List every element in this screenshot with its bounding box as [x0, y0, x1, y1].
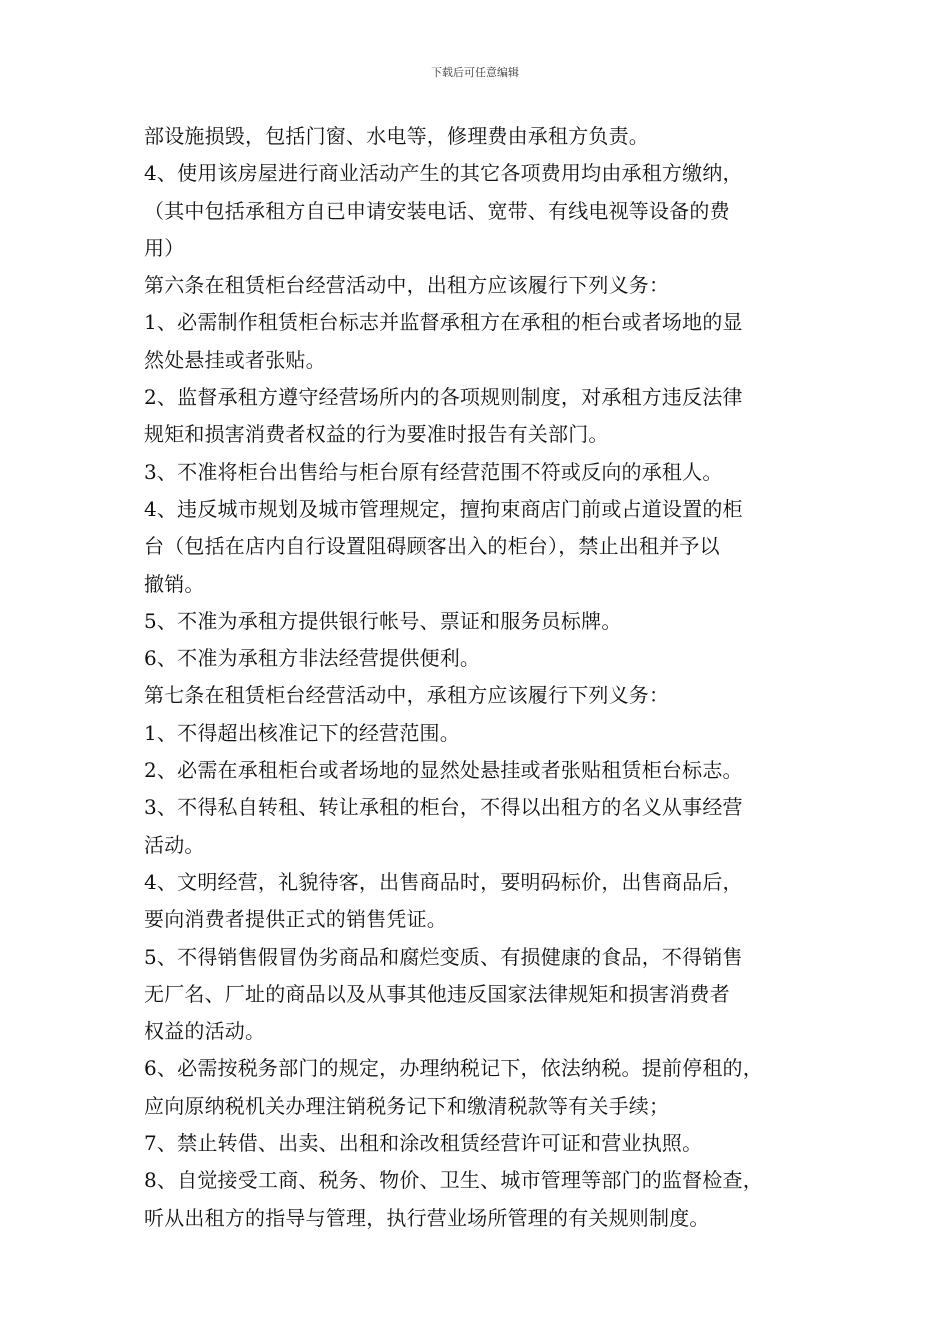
text-line: 听从出租方的指导与管理，执行营业场所管理的有关规则制度。 — [144, 1205, 710, 1230]
text-line: 7、禁止转借、出卖、出租和涂改租赁经营许可证和营业执照。 — [144, 1131, 703, 1156]
text-line: 2、监督承租方遵守经营场所内的各项规则制度，对承租方违反法律 — [144, 385, 743, 410]
section-heading-article-6: 第六条在租赁柜台经营活动中，出租方应该履行下列义务： — [144, 273, 670, 298]
section-heading-article-7: 第七条在租赁柜台经营活动中，承租方应该履行下列义务： — [144, 683, 670, 708]
text-line: 应向原纳税机关办理注销税务记下和缴清税款等有关手续； — [144, 1093, 670, 1118]
text-line: 然处悬挂或者张贴。 — [144, 347, 326, 372]
text-line: 无厂名、厂址的商品以及从事其他违反国家法律规矩和损害消费者 — [144, 981, 730, 1006]
text-line: 2、必需在承租柜台或者场地的显然处悬挂或者张贴租赁柜台标志。 — [144, 758, 743, 783]
text-line: 6、不准为承租方非法经营提供便利。 — [144, 646, 481, 671]
page-header: 下载后可任意编辑 — [431, 66, 519, 79]
text-line: 3、不得私自转租、转让承租的柜台，不得以出租方的名义从事经营 — [144, 795, 743, 820]
text-line: 4、文明经营，礼貌待客，出售商品时，要明码标价，出售商品后， — [144, 869, 743, 894]
text-line: 权益的活动。 — [144, 1019, 266, 1044]
text-line: 4、使用该房屋进行商业活动产生的其它各项费用均由承租方缴纳， — [144, 161, 743, 186]
text-line: 活动。 — [144, 832, 205, 857]
text-line: 撤销。 — [144, 571, 205, 596]
text-line: 1、不得超出核准记下的经营范围。 — [144, 720, 460, 745]
text-line: 用） — [144, 235, 185, 260]
text-line: （其中包括承租方自已申请安装电话、宽带、有线电视等设备的费 — [144, 198, 730, 223]
text-line: 5、不得销售假冒伪劣商品和腐烂变质、有损健康的食品，不得销售 — [144, 944, 743, 969]
text-line: 8、自觉接受工商、税务、物价、卫生、城市管理等部门的监督检查， — [144, 1168, 763, 1193]
document-body — [144, 118, 844, 1237]
text-line: 6、必需按税务部门的规定，办理纳税记下，依法纳税。提前停租的， — [144, 1056, 763, 1081]
text-line: 5、不准为承租方提供银行帐号、票证和服务员标牌。 — [144, 608, 622, 633]
text-line: 要向消费者提供正式的销售凭证。 — [144, 907, 447, 932]
text-line: 3、不准将柜台出售给与柜台原有经营范围不符或反向的承租人。 — [144, 459, 723, 484]
text-line: 部设施损毁，包括门窗、水电等，修理费由承租方负责。 — [144, 124, 649, 148]
text-line: 规矩和损害消费者权益的行为要准时报告有关部门。 — [144, 422, 609, 447]
text-line: 4、违反城市规划及城市管理规定，擅拘束商店门前或占道设置的柜 — [144, 496, 743, 521]
text-line: 1、必需制作租赁柜台标志并监督承租方在承租的柜台或者场地的显 — [144, 310, 743, 335]
text-line: 台（包括在店内自行设置阻碍顾客出入的柜台），禁止出租并予以 — [144, 534, 720, 559]
